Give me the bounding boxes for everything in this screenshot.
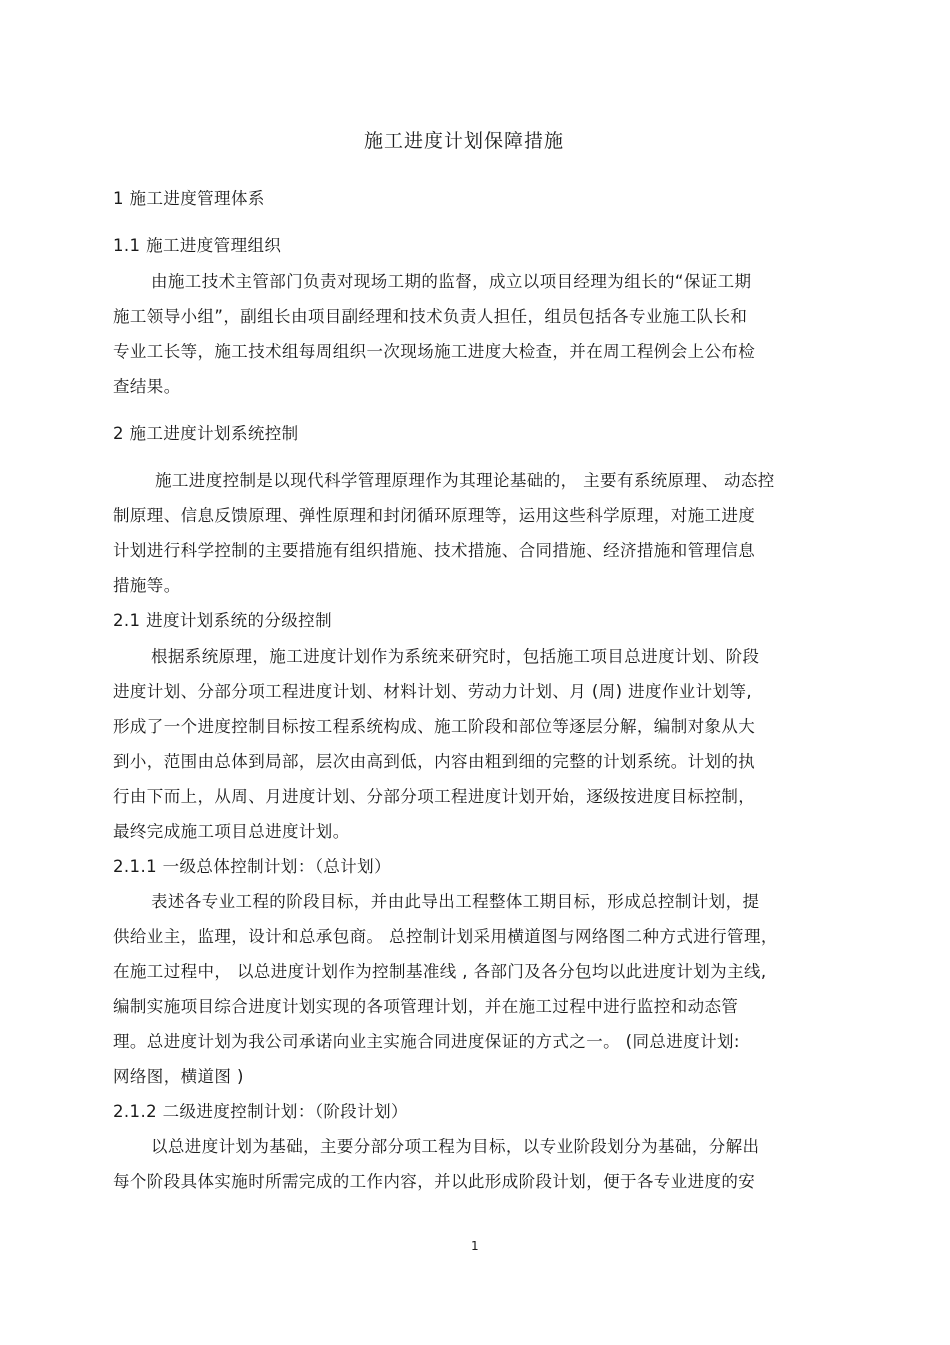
paragraph-line: 编制实施项目综合进度计划实现的各项管理计划，并在施工过程中进行监控和动态管: [113, 997, 739, 1016]
paragraph-line: 进度计划、分部分项工程进度计划、材料计划、劳动力计划、月 (周) 进度作业计划等,: [113, 682, 753, 701]
paragraph-line: 专业工长等，施工技术组每周组织一次现场施工进度大检查，并在周工程例会上公布检: [113, 342, 756, 361]
paragraph-line: 施工进度控制是以现代科学管理原理作为其理论基础的， 主要有系统原理、 动态控: [155, 471, 775, 490]
paragraph-line: 网络图，横道图 ): [113, 1067, 244, 1086]
paragraph-line: 在施工过程中， 以总进度计划作为控制基准线 , 各部门及各分包均以此进度计划为主线,: [113, 962, 767, 981]
paragraph-line: 行由下而上，从周、月进度计划、分部分项工程进度计划开始，逐级按进度目标控制，: [113, 787, 756, 806]
paragraph-line: 施工领导小组”，副组长由项目副经理和技术负责人担任，组员包括各专业施工队长和: [113, 307, 748, 326]
heading-2-1: 2.1 进度计划系统的分级控制: [113, 611, 332, 630]
paragraph-line: 根据系统原理，施工进度计划作为系统来研究时，包括施工项目总进度计划、阶段: [151, 647, 760, 666]
paragraph-line: 计划进行科学控制的主要措施有组织措施、技术措施、合同措施、经济措施和管理信息: [113, 541, 756, 560]
page-title: 施工进度计划保障措施: [364, 130, 565, 152]
paragraph-line: 表述各专业工程的阶段目标，并由此导出工程整体工期目标，形成总控制计划，提: [151, 892, 760, 911]
paragraph-line: 措施等。: [113, 576, 181, 595]
paragraph-line: 理。总进度计划为我公司承诺向业主实施合同进度保证的方式之一。 (同总进度计划:: [113, 1032, 740, 1051]
heading-2: 2 施工进度计划系统控制: [113, 424, 299, 443]
paragraph-line: 最终完成施工项目总进度计划。: [113, 822, 350, 841]
paragraph-line: 供给业主，监理，设计和总承包商。 总控制计划采用横道图与网络图二种方式进行管理，: [113, 927, 778, 946]
paragraph-line: 制原理、信息反馈原理、弹性原理和封闭循环原理等，运用这些科学原理，对施工进度: [113, 506, 756, 525]
paragraph-line: 由施工技术主管部门负责对现场工期的监督，成立以项目经理为组长的“保证工期: [151, 272, 752, 291]
paragraph-line: 每个阶段具体实施时所需完成的工作内容，并以此形成阶段计划，便于各专业进度的安: [113, 1172, 756, 1191]
paragraph-line: 以总进度计划为基础，主要分部分项工程为目标，以专业阶段划分为基础，分解出: [151, 1137, 760, 1156]
heading-2-1-1: 2.1.1 一级总体控制计划：（总计划）: [113, 857, 391, 876]
heading-1-1: 1.1 施工进度管理组织: [113, 236, 282, 255]
page-number: 1: [471, 1239, 480, 1253]
paragraph-line: 查结果。: [113, 377, 181, 396]
paragraph-line: 到小，范围由总体到局部，层次由高到低，内容由粗到细的完整的计划系统。计划的执: [113, 752, 756, 771]
paragraph-line: 形成了一个进度控制目标按工程系统构成、施工阶段和部位等逐层分解，编制对象从大: [113, 717, 756, 736]
heading-1: 1 施工进度管理体系: [113, 189, 265, 208]
heading-2-1-2: 2.1.2 二级进度控制计划：（阶段计划）: [113, 1102, 408, 1121]
